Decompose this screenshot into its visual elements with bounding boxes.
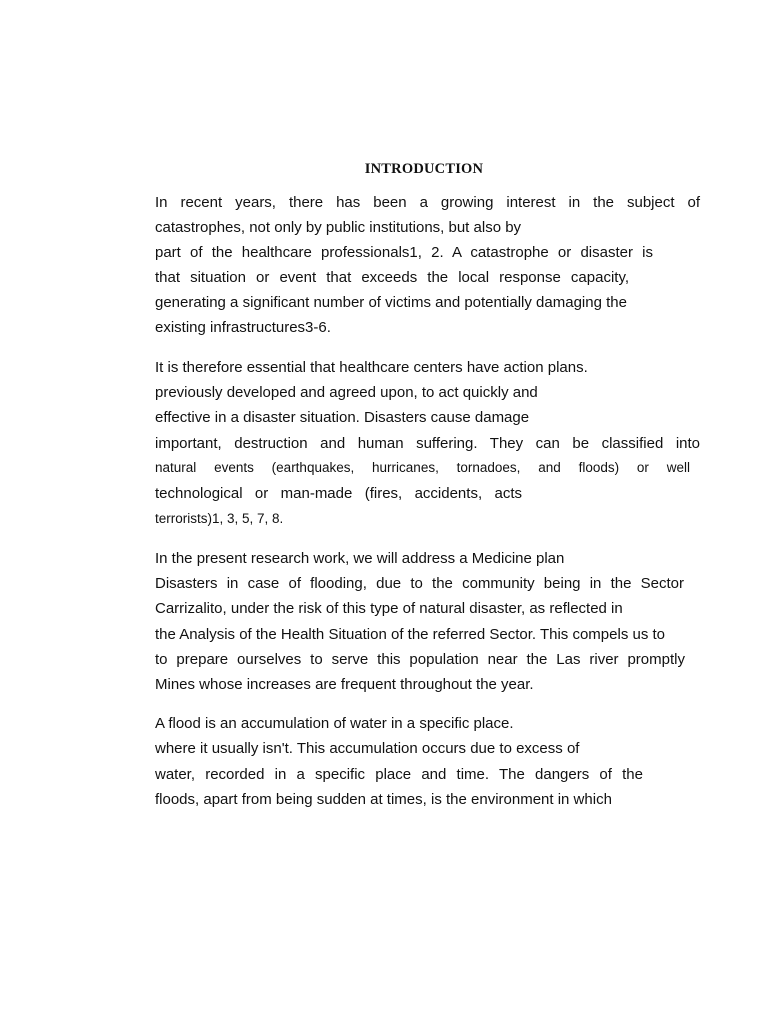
text-line: In the present research work, we will address a Medicine plan [155,550,565,567]
text-line: natural events (earthquakes, hurricanes, tornadoes, and floods) or well [155,460,690,475]
text-line: catastrophes, not only by public institutions, but also by [155,219,522,236]
text-line: effective in a disaster situation. Disasters cause damage [155,409,530,426]
page-title: INTRODUCTION [364,161,484,177]
text-line: floods, apart from being sudden at times, is the environment in which [155,791,612,808]
text-line: water, recorded in a specific place and time. The dangers of the [155,766,643,783]
text-line: generating a significant number of victims and potentially damaging the [155,294,627,311]
text-line: where it usually isn't. This accumulation occurs due to excess of [155,740,580,757]
text-line: that situation or event that exceeds the local response capacity, [155,269,629,286]
text-line: important, destruction and human suffering. They can be classified into [155,435,700,452]
text-line: A flood is an accumulation of water in a specific place. [155,715,514,732]
text-line: existing infrastructures3-6. [155,319,331,336]
text-line: It is therefore essential that healthcare centers have action plans. [155,359,588,376]
text-line: previously developed and agreed upon, to act quickly and [155,384,538,401]
text-line: the Analysis of the Health Situation of the referred Sector. This compels us to [155,626,665,643]
text-line: to prepare ourselves to serve this population near the Las river promptly [155,651,685,668]
heading-container [0,160,768,178]
text-line: technological or man-made (fires, accidents, acts [155,485,522,502]
text-line: part of the healthcare professionals1, 2. A catastrophe or disaster is [155,244,653,261]
text-line: Mines whose increases are frequent throughout the year. [155,676,534,693]
text-line: In recent years, there has been a growing interest in the subject of [155,194,700,211]
text-line: terrorists)1, 3, 5, 7, 8. [155,511,284,526]
text-line: Carrizalito, under the risk of this type of natural disaster, as reflected in [155,600,623,617]
text-line: Disasters in case of flooding, due to the community being in the Sector [155,575,684,592]
